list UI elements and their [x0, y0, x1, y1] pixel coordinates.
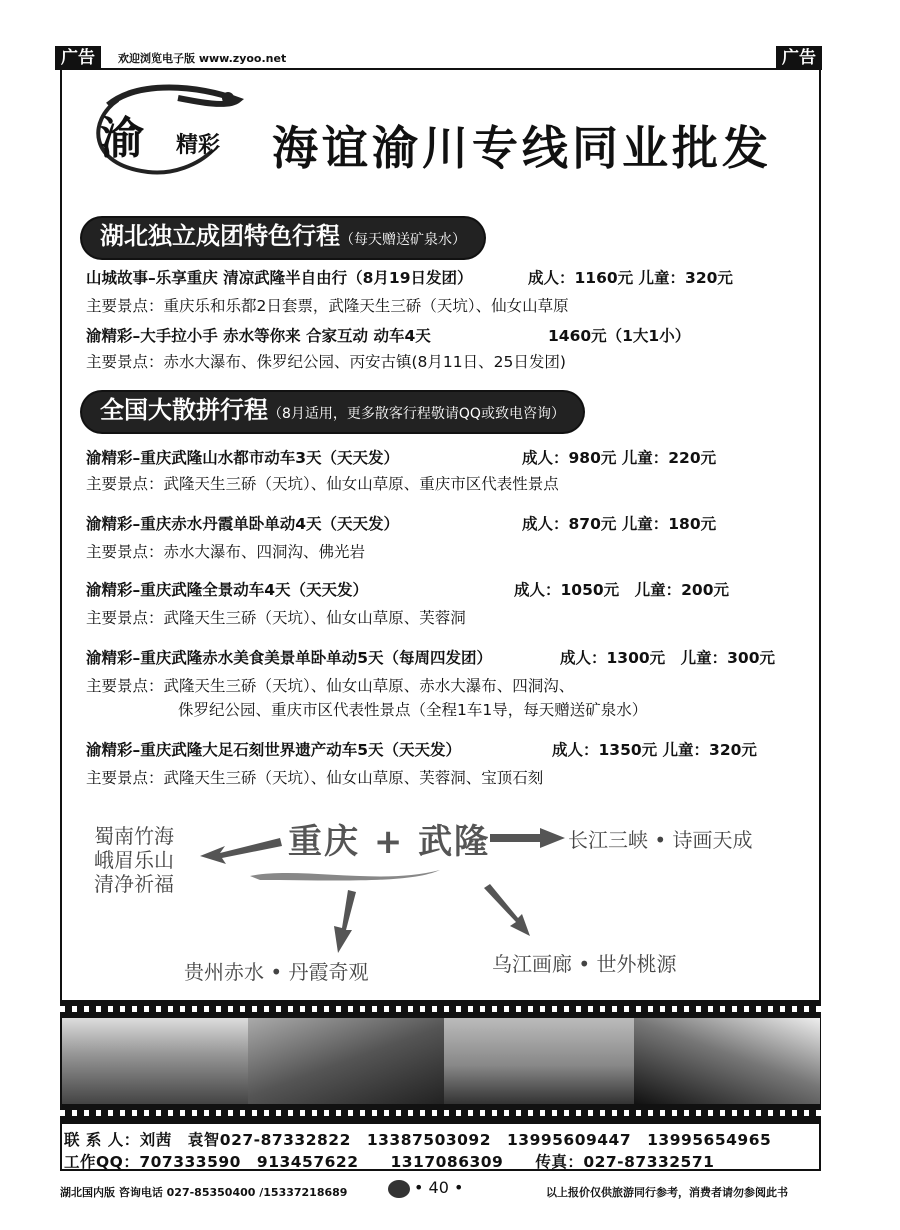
- route-spots: 主要景点：武隆天生三硚（天坑）、仙女山草原、重庆市区代表性景点: [86, 475, 559, 493]
- route-spots: 主要景点：赤水大瀑布、侏罗纪公园、丙安古镇(8月11日、25日发团): [86, 353, 566, 371]
- photo-gorge: [62, 1018, 248, 1104]
- route-title: 渝精彩–重庆武隆赤水美食美景单卧单动5天（每周四发团）: [86, 649, 493, 667]
- film-holes-top: [60, 1006, 821, 1012]
- route-spots: 主要景点：武隆天生三硚（天坑）、仙女山草原、芙蓉洞: [86, 609, 466, 627]
- route-title: 渝精彩–大手拉小手 赤水等你来 合家互动 动车4天: [86, 327, 431, 345]
- route-spots: 主要景点：武隆天生三硚（天坑）、仙女山草原、芙蓉洞、宝顶石刻: [86, 769, 544, 787]
- arrow-down-right-icon: [484, 884, 530, 936]
- page-number: • 40 •: [414, 1178, 464, 1197]
- footer-right: 以上报价仅供旅游同行参考，消费者请勿参阅此书: [546, 1186, 788, 1199]
- arrow-down-left-icon: [334, 890, 356, 953]
- route-map: [80, 808, 820, 998]
- map-center: 重庆 + 武隆: [288, 822, 491, 862]
- map-right: 长江三峡 • 诗画天成: [568, 828, 753, 852]
- publisher-badge-icon: [388, 1180, 410, 1198]
- wave-stroke: [250, 870, 440, 881]
- route-price: 成人：980元 儿童：220元: [522, 449, 717, 467]
- map-left-line: 蜀南竹海: [94, 824, 174, 848]
- route-title: 渝精彩–重庆武隆山水都市动车3天（天天发）: [86, 449, 400, 467]
- arrow-left-icon: [200, 838, 282, 864]
- section2-title: 全国大散拼行程: [100, 396, 268, 424]
- site-note[interactable]: 欢迎浏览电子版 www.zyoo.net: [118, 52, 287, 65]
- route-spots: 主要景点：赤水大瀑布、四洞沟、佛光岩: [86, 543, 366, 561]
- route-price: 成人：1050元 儿童：200元: [514, 581, 729, 599]
- ad-label-right: 广告: [776, 46, 822, 70]
- page-title: 海谊渝川专线同业批发: [272, 121, 772, 175]
- section1-banner: [82, 218, 484, 258]
- contact-line1: 联 系 人：刘茜 袁智027-87332822 13387503092 13995609447 13995654965: [64, 1131, 772, 1149]
- map-bottom-left: 贵州赤水 • 丹霞奇观: [184, 960, 369, 984]
- route-price: 成人：1300元 儿童：300元: [560, 649, 775, 667]
- footer-left: 湖北国内版 咨询电话 027-85350400 /15337218689: [60, 1186, 348, 1199]
- logo-main: 渝: [100, 113, 144, 164]
- photo-misty-hills: [444, 1018, 634, 1104]
- route-title: 山城故事–乐享重庆 清凉武隆半自由行（8月19日发团）: [86, 269, 473, 287]
- route-price: 1460元（1大1小）: [548, 327, 691, 345]
- section1-title: 湖北独立成团特色行程: [100, 222, 340, 250]
- section2-note: （8月适用，更多散客行程敬请QQ或致电咨询）: [268, 406, 565, 422]
- photo-river-valley: [634, 1018, 820, 1104]
- ad-label-left: 广告: [55, 46, 101, 70]
- contact-line2: 工作QQ：707333590 913457622 1317086309 传真：027-87332571: [64, 1153, 715, 1171]
- arrow-right-icon: [490, 828, 565, 848]
- section2-banner: [82, 392, 583, 432]
- film-holes-bottom: [60, 1110, 821, 1116]
- photo-waterfall: [248, 1018, 444, 1104]
- map-left-block: [94, 824, 174, 896]
- route-title: 渝精彩–重庆赤水丹霞单卧单动4天（天天发）: [86, 515, 400, 533]
- photo-film-strip: [60, 1000, 821, 1124]
- route-spots: 主要景点：武隆天生三硚（天坑）、仙女山草原、赤水大瀑布、四洞沟、: [86, 677, 575, 695]
- brand-logo: [78, 80, 248, 180]
- section1-note: （每天赠送矿泉水）: [340, 232, 466, 248]
- route-spots-cont: 侏罗纪公园、重庆市区代表性景点（全程1车1导，每天赠送矿泉水）: [178, 701, 648, 719]
- route-title: 渝精彩–重庆武隆全景动车4天（天天发）: [86, 581, 369, 599]
- route-price: 成人：1350元 儿童：320元: [552, 741, 757, 759]
- route-title: 渝精彩–重庆武隆大足石刻世界遗产动车5天（天天发）: [86, 741, 462, 759]
- route-spots: 主要景点：重庆乐和乐都2日套票，武隆天生三硚（天坑）、仙女山草原: [86, 297, 569, 315]
- map-bottom-right: 乌江画廊 • 世外桃源: [492, 952, 677, 976]
- logo-sub: 精彩: [176, 133, 221, 158]
- map-left-line: 峨眉乐山: [94, 848, 174, 872]
- map-left-line: 清净祈福: [94, 872, 174, 896]
- route-price: 成人：870元 儿童：180元: [522, 515, 717, 533]
- route-price: 成人：1160元 儿童：320元: [528, 269, 733, 287]
